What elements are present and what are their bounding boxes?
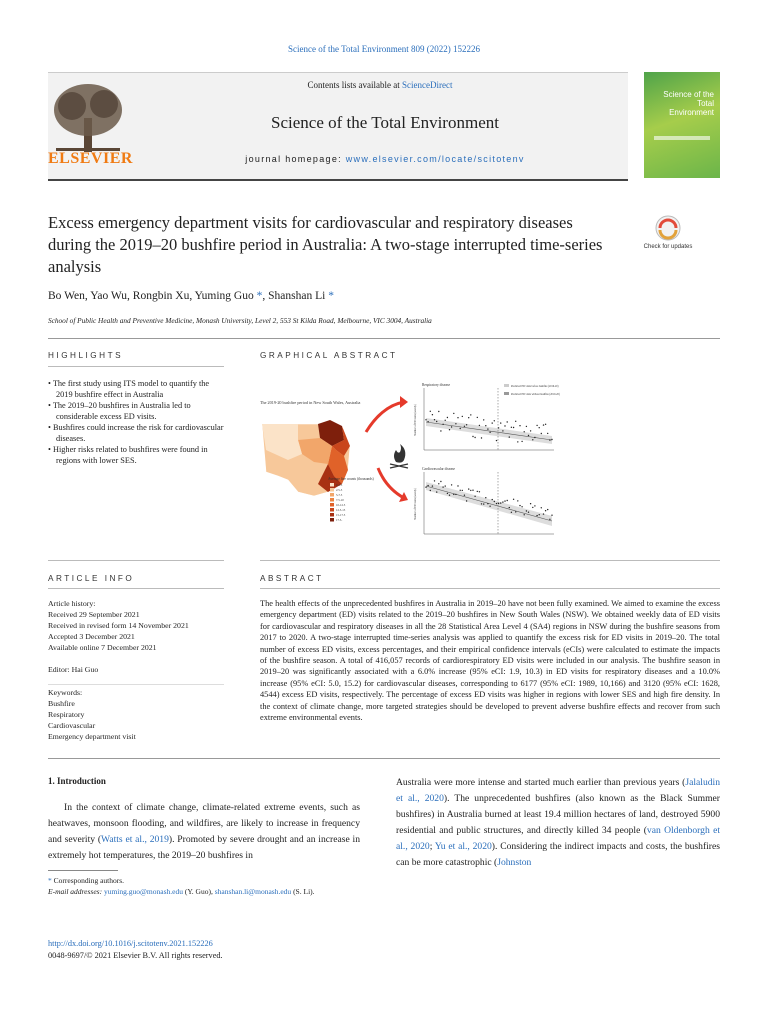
ga-dot xyxy=(432,485,433,486)
ga-dot xyxy=(425,487,426,488)
sciencedirect-link[interactable]: ScienceDirect xyxy=(402,80,453,90)
ga-dot xyxy=(532,439,533,440)
ga-dot xyxy=(502,501,503,502)
arrow-down-icon xyxy=(378,468,404,498)
ga-dot xyxy=(453,494,454,495)
ga-dot xyxy=(457,485,458,486)
ga-dot xyxy=(455,494,456,495)
ga-dot xyxy=(545,510,546,511)
author-list: Bo Wen, Yao Wu, Rongbin Xu, Yuming Guo *, Shanshan Li * xyxy=(48,290,334,302)
ga-dot xyxy=(502,430,503,431)
ga-dot xyxy=(460,428,461,429)
divider xyxy=(48,588,224,589)
homepage-link[interactable]: www.elsevier.com/locate/scitotenv xyxy=(345,154,525,164)
ga-bottom-label: Cardiovascular disease xyxy=(422,467,456,471)
ga-dot xyxy=(485,425,486,426)
ga-dot xyxy=(445,485,446,486)
citation-link[interactable]: van Oldenborgh et al., 2020 xyxy=(396,825,720,852)
received-date: Received 29 September 2021 xyxy=(48,610,140,619)
keyword-item: Bushfire xyxy=(48,699,75,708)
ga-dot xyxy=(483,503,484,504)
ga-dot xyxy=(487,428,488,429)
keyword-item: Emergency department visit xyxy=(48,732,136,741)
ga-dot xyxy=(513,427,514,428)
ga-dot xyxy=(434,419,435,420)
intro-paragraph-2: Australia were more intense and started much earlier than previous years (Jalaludin et al., 2020). The unprecedented bushfires (also known as the Black Summer bushfires) in Australia burned at least 19.4 million hectares of land, destroyed 5900 residential and public structures, and directly killed 34 people (van Oldenborgh et al., 2020; Yu et al., 2020). Considering the indirect impacts and costs, the bushfires can be more catastrophic (Johnston xyxy=(396,777,720,868)
ga-dot xyxy=(453,413,454,414)
corresponding-star-link[interactable]: * xyxy=(256,290,263,302)
ga-dot xyxy=(494,501,495,502)
ga-dot xyxy=(532,507,533,508)
ga-dot xyxy=(487,503,488,504)
highlight-item: • Higher risks related to bushfires were found in regions with lower SES. xyxy=(48,444,224,466)
ga-dot xyxy=(515,511,516,512)
ga-dot xyxy=(530,503,531,504)
corresponding-star-link-2[interactable]: * xyxy=(328,290,334,302)
doi-block xyxy=(48,938,223,962)
ga-dot xyxy=(489,432,490,433)
ga-legend-title: Average fire counts (thousands) xyxy=(328,477,374,481)
doi-link[interactable]: http://dx.doi.org/10.1016/j.scitotenv.2021.152226 xyxy=(48,939,213,948)
email-addresses: E-mail addresses: yuming.guo@monash.edu (Y. Guo), shanshan.li@monash.edu (S. Li). xyxy=(48,887,315,896)
ga-dot xyxy=(511,512,512,513)
ga-dot xyxy=(472,490,473,491)
ga-dot xyxy=(468,417,469,418)
legend-swatch xyxy=(330,483,334,487)
ga-dot xyxy=(470,490,471,491)
ga-dot xyxy=(468,488,469,489)
contents-line: Contents lists available at ScienceDirect xyxy=(307,80,453,90)
check-for-updates-badge[interactable] xyxy=(643,214,693,258)
elsevier-wordmark: ELSEVIER xyxy=(48,150,133,167)
ga-dot xyxy=(541,507,542,508)
legend-swatch xyxy=(330,518,334,522)
article-history-label: Article history: xyxy=(48,599,96,608)
ga-dot xyxy=(470,414,471,415)
ga-dot xyxy=(449,495,450,496)
editor: Editor: Hai Guo xyxy=(48,665,99,674)
ga-dot xyxy=(451,426,452,427)
ga-dot xyxy=(462,416,463,417)
citation-link[interactable]: Yu et al., 2020 xyxy=(434,841,492,852)
abstract-heading: ABSTRACT xyxy=(260,574,324,583)
citation-link[interactable]: Watts et al., 2019 xyxy=(101,834,169,845)
ga-dot xyxy=(526,510,527,511)
ga-dot xyxy=(477,491,478,492)
ga-dot xyxy=(479,491,480,492)
intro-paragraph-1: In the context of climate change, climate-related extreme events, such as heatwaves, monsoon flooding, and wildfires, are likely to increase in frequency and severity (Watts et al., 2019). Promoted by severe drought and an increase in extremely hot temperatures, the 2019–20 bushfires in xyxy=(48,802,360,861)
article-title: Excess emergency department visits for cardiovascular and respiratory diseases during the 2019–20 bushfire period in Australia: A two-stage interrupted time-series analysis xyxy=(48,213,603,276)
cover-title: Science of the Total Environment xyxy=(663,90,714,117)
ga-dot xyxy=(430,490,431,491)
ga-ylabel-top: Number of ED visits (weekly) xyxy=(414,404,417,436)
ga-dot xyxy=(496,440,497,441)
ga-dot xyxy=(543,513,544,514)
highlights-heading: HIGHLIGHTS xyxy=(48,351,124,360)
journal-cover-thumbnail xyxy=(644,72,720,178)
ga-dot xyxy=(509,436,510,437)
ga-dot xyxy=(460,490,461,491)
corresponding-authors-note: * Corresponding authors. xyxy=(48,876,125,885)
email-link-guo[interactable]: yuming.guo@monash.edu xyxy=(103,887,183,896)
legend-swatch xyxy=(330,513,334,517)
ga-dot xyxy=(436,491,437,492)
ga-dot xyxy=(500,422,501,423)
ga-dot xyxy=(427,421,428,422)
ga-box1-label: Predicted ED visits before bushfire (2019-20) xyxy=(511,385,559,388)
ga-dot xyxy=(489,506,490,507)
legend-swatch xyxy=(330,498,334,502)
legend-swatch xyxy=(330,488,334,492)
ga-box2-swatch xyxy=(504,392,509,395)
arrow-up-icon xyxy=(366,402,404,432)
ga-dot xyxy=(438,483,439,484)
legend-label: 12.5-15 xyxy=(336,508,346,512)
ga-dot xyxy=(549,519,550,520)
divider xyxy=(48,758,720,759)
ga-dot xyxy=(534,505,535,506)
ga-dot xyxy=(472,436,473,437)
keyword-item: Respiratory xyxy=(48,710,85,719)
highlight-item: • Bushfires could increase the risk for cardiovascular diseases. xyxy=(48,422,224,444)
ga-dot xyxy=(528,512,529,513)
ga-dot xyxy=(442,486,443,487)
ga-dot xyxy=(519,505,520,506)
journal-title: Science of the Total Environment xyxy=(271,113,499,132)
ga-dot xyxy=(483,419,484,420)
divider xyxy=(48,338,720,339)
ga-dot xyxy=(498,503,499,504)
ga-dot xyxy=(436,421,437,422)
ga-dot xyxy=(517,500,518,501)
ga-dot xyxy=(464,426,465,427)
introduction-heading: 1. Introduction xyxy=(48,776,106,786)
ga-dot xyxy=(549,439,550,440)
keywords-label: Keywords: xyxy=(48,688,83,697)
ga-dot xyxy=(492,422,493,423)
ga-dot xyxy=(545,424,546,425)
citation-link[interactable]: Johnston xyxy=(497,857,532,868)
highlights-list xyxy=(48,378,224,466)
legend-label: 2.5-5 xyxy=(336,488,343,492)
affiliation: School of Public Health and Preventive Medicine, Monash University, Level 2, 553 St Kilda Road, Melbourne, VIC 3004, Australia xyxy=(48,316,432,325)
ga-dot xyxy=(521,441,522,442)
ga-dot xyxy=(479,425,480,426)
ga-dot xyxy=(539,427,540,428)
ga-dot xyxy=(447,493,448,494)
ga-dot xyxy=(466,500,467,501)
divider xyxy=(48,560,224,561)
online-date: Available online 7 December 2021 xyxy=(48,643,157,652)
check-updates-label: Check for updates xyxy=(643,244,693,250)
ga-dot xyxy=(451,484,452,485)
ga-map-title: The 2019-20 bushfire period in New South Wales, Australia xyxy=(260,400,361,405)
ga-dot xyxy=(509,507,510,508)
ga-legend xyxy=(330,483,346,522)
ga-dot xyxy=(539,514,540,515)
ga-dot xyxy=(551,515,552,516)
revised-date: Received in revised form 14 November 2021 xyxy=(48,621,189,630)
ga-dot xyxy=(498,427,499,428)
ga-dot xyxy=(543,424,544,425)
divider xyxy=(260,588,720,589)
graphical-abstract-figure xyxy=(258,380,558,548)
ga-dot xyxy=(462,490,463,491)
accepted-date: Accepted 3 December 2021 xyxy=(48,632,135,641)
arrow-up-head xyxy=(400,396,408,408)
ga-dot xyxy=(500,502,501,503)
ga-dot xyxy=(494,420,495,421)
journal-citation-link[interactable]: Science of the Total Environment 809 (2022) 152226 xyxy=(288,44,480,54)
ga-dot xyxy=(515,421,516,422)
ga-dot xyxy=(481,437,482,438)
ga-dot xyxy=(438,411,439,412)
ga-top-label: Respiratory disease xyxy=(422,383,451,387)
ga-dot xyxy=(513,499,514,500)
ga-dot xyxy=(507,500,508,501)
ga-dot xyxy=(432,414,433,415)
footnote-divider xyxy=(48,870,118,871)
journal-homepage: journal homepage: www.elsevier.com/locate/scitotenv xyxy=(245,154,525,164)
ga-dot xyxy=(477,417,478,418)
email-link-li[interactable]: shanshan.li@monash.edu xyxy=(214,887,292,896)
ga-dot xyxy=(445,420,446,421)
ga-box2-label: Predicted ED visits without bushfire (2019-20) xyxy=(511,393,560,396)
ga-dot xyxy=(485,497,486,498)
ga-dot xyxy=(536,515,537,516)
ga-dot xyxy=(504,500,505,501)
ga-dot xyxy=(534,437,535,438)
divider xyxy=(48,366,224,367)
ga-dot xyxy=(427,485,428,486)
ga-dot xyxy=(519,425,520,426)
ga-dot xyxy=(536,425,537,426)
ga-dot xyxy=(447,417,448,418)
article-info-heading: ARTICLE INFO xyxy=(48,574,135,583)
highlight-item: • The first study using ITS model to quantify the 2019 bushfire effect in Australia xyxy=(48,378,224,400)
divider xyxy=(260,560,720,561)
fire-icon xyxy=(390,444,408,468)
legend-label: 17.5- xyxy=(336,518,343,522)
ga-dot xyxy=(524,514,525,515)
legend-label: 7.5-10 xyxy=(336,498,344,502)
ga-dot xyxy=(440,481,441,482)
ga-dot xyxy=(524,431,525,432)
legend-label: 0-2.5 xyxy=(336,483,343,487)
legend-swatch xyxy=(330,508,334,512)
ga-dot xyxy=(442,424,443,425)
abstract-text: The health effects of the unprecedented bushfires in Australia in 2019–20 have not been fully examined. We aimed to examine the excess emergency department (ED) visits related to the 2019–20 bushfires in New South Wales (NSW). We obtained weekly data of ED visits for cardiovascular and respiratory diseases in all the 28 Statistical Area Level 4 (SA4) regions in NSW during the bushfire seasons from 2017 to 2020. A two-stage interrupted time-series analysis was applied to quantify the excess risk for ED visits in 2019–20. The total number of excess ED visits, excess percentages, and their empirical confidence intervals (eCIs) were calculated to estimate the impacts of the bushfire season. A total of 416,057 records of cardiorespiratory ED visits were included in our analysis. The bushfire season in 2019–20 was significantly associated with a 6.0% increase (95% eCI: 1.9, 10.3) in ED visits for respiratory diseases and a 10.0% increase (95% eCI: 5.0, 15.2) for cardiovascular diseases, corresponding to 6177 (95% eCI: 1989, 10,166) and 3120 (95% eCI: 1628, 4544) excess ED visits, respectively. The percentage of excess ED visits was higher in regions with lower SES and high fire density. In the context of climate change, more targeted strategies should be developed to prevent adverse bushfire effects and recover from such extreme environmental events. xyxy=(260,599,720,723)
ga-dot xyxy=(547,509,548,510)
highlight-item: • The 2019–20 bushfires in Australia led to considerable excess ED visits. xyxy=(48,400,224,422)
ga-dot xyxy=(504,425,505,426)
ga-dot xyxy=(528,435,529,436)
ga-dot xyxy=(474,496,475,497)
ga-dot xyxy=(481,503,482,504)
legend-swatch xyxy=(330,493,334,497)
ga-dot xyxy=(425,419,426,420)
ga-dot xyxy=(492,499,493,500)
ga-dot xyxy=(464,495,465,496)
ga-dot xyxy=(530,430,531,431)
ga-ylabel-bottom: Number of ED visits (weekly) xyxy=(414,488,417,520)
ga-dot xyxy=(440,430,441,431)
ga-box1-swatch xyxy=(504,384,509,387)
keyword-item: Cardiovascular xyxy=(48,721,96,730)
copyright: 0048-9697/© 2021 Elsevier B.V. All rights reserved. xyxy=(48,951,223,960)
ga-dot xyxy=(434,480,435,481)
citation-link[interactable]: Jalaludin et al., 2020 xyxy=(396,777,720,804)
graphical-abstract-heading: GRAPHICAL ABSTRACT xyxy=(260,351,398,360)
ga-dot xyxy=(551,439,552,440)
ga-dot xyxy=(449,429,450,430)
ga-dot xyxy=(517,441,518,442)
legend-label: 15-17.5 xyxy=(336,513,346,517)
ga-dot xyxy=(496,503,497,504)
ga-dot xyxy=(511,427,512,428)
ga-dot xyxy=(547,433,548,434)
ga-dot xyxy=(526,426,527,427)
ga-dot xyxy=(474,437,475,438)
ga-dot xyxy=(457,417,458,418)
ga-dot xyxy=(466,424,467,425)
ga-dot xyxy=(430,411,431,412)
divider xyxy=(48,684,224,685)
ga-dot xyxy=(455,423,456,424)
legend-swatch xyxy=(330,503,334,507)
ga-dot xyxy=(521,506,522,507)
legend-label: 10-12.5 xyxy=(336,503,346,507)
legend-label: 5-7.5 xyxy=(336,493,343,497)
ga-dot xyxy=(541,433,542,434)
ga-dot xyxy=(507,421,508,422)
